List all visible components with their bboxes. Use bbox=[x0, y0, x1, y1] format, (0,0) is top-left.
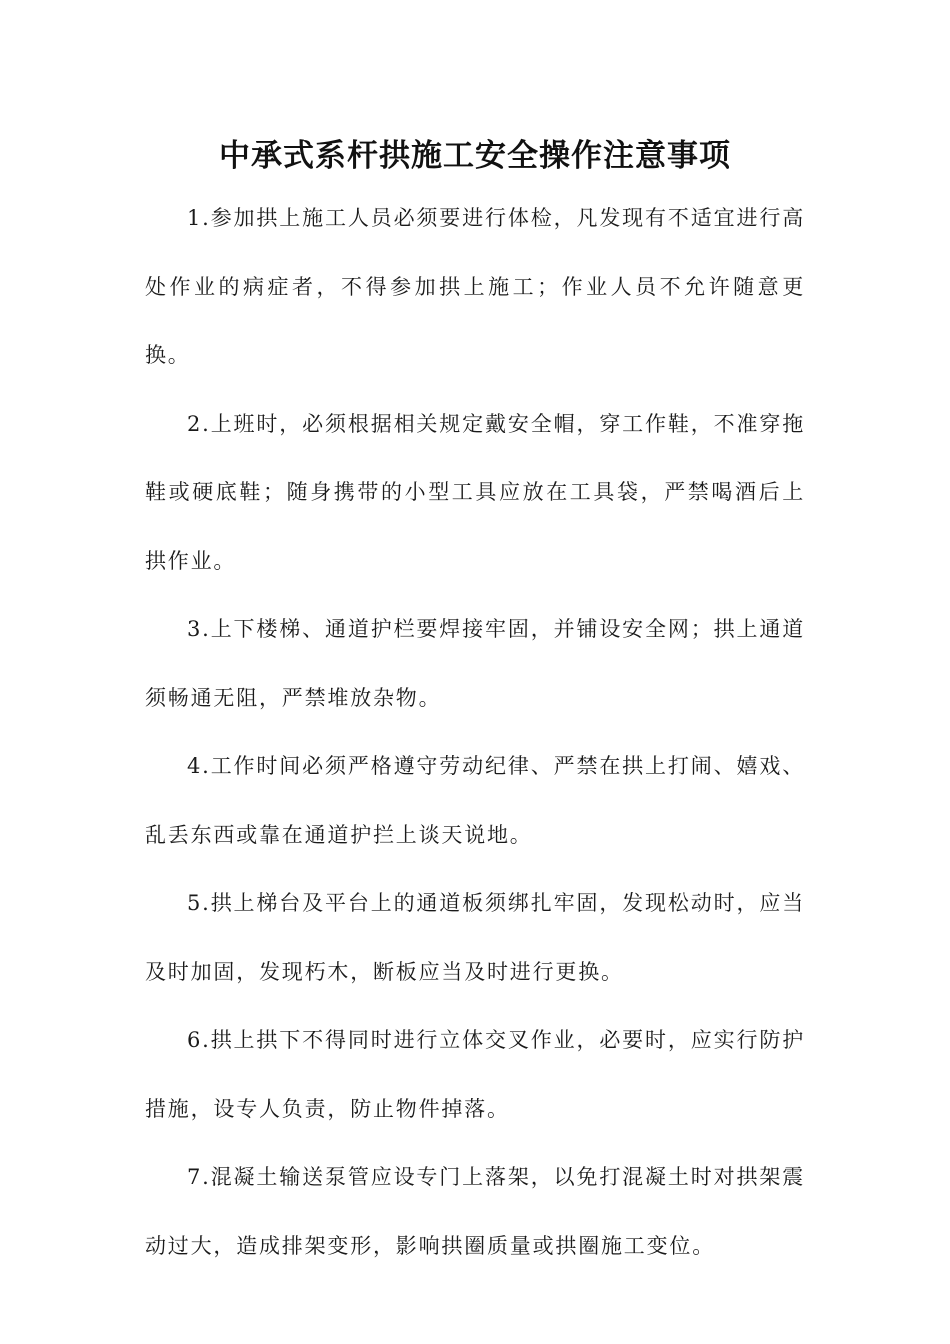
safety-item-5: 5.拱上梯台及平台上的通道板须绑扎牢固，发现松动时，应当及时加固，发现朽木，断板应当及时进行更换。 bbox=[145, 891, 805, 984]
safety-item-2: 2.上班时，必须根据相关规定戴安全帽，穿工作鞋，不准穿拖鞋或硬底鞋；随身携带的小型工具应放在工具袋，严禁喝酒后上拱作业。 bbox=[145, 411, 805, 573]
safety-item-7: 7.混凝土输送泵管应设专门上落架，以免打混凝土时对拱架震动过大，造成排架变形，影响拱圈质量或拱圈施工变位。 bbox=[145, 1165, 805, 1258]
safety-items-list bbox=[145, 184, 805, 1280]
safety-item-4: 4.工作时间必须严格遵守劳动纪律、严禁在拱上打闹、嬉戏、乱丢东西或靠在通道护拦上谈天说地。 bbox=[145, 754, 805, 847]
safety-item-6: 6.拱上拱下不得同时进行立体交叉作业，必要时，应实行防护措施，设专人负责，防止物件掉落。 bbox=[145, 1028, 805, 1121]
safety-item-3: 3.上下楼梯、通道护栏要焊接牢固，并铺设安全网；拱上通道须畅通无阻，严禁堆放杂物。 bbox=[145, 617, 805, 710]
document-title: 中承式系杆拱施工安全操作注意事项 bbox=[219, 138, 731, 174]
safety-item-1: 1.参加拱上施工人员必须要进行体检，凡发现有不适宜进行高处作业的病症者，不得参加拱上施工；作业人员不允许随意更换。 bbox=[145, 206, 805, 367]
